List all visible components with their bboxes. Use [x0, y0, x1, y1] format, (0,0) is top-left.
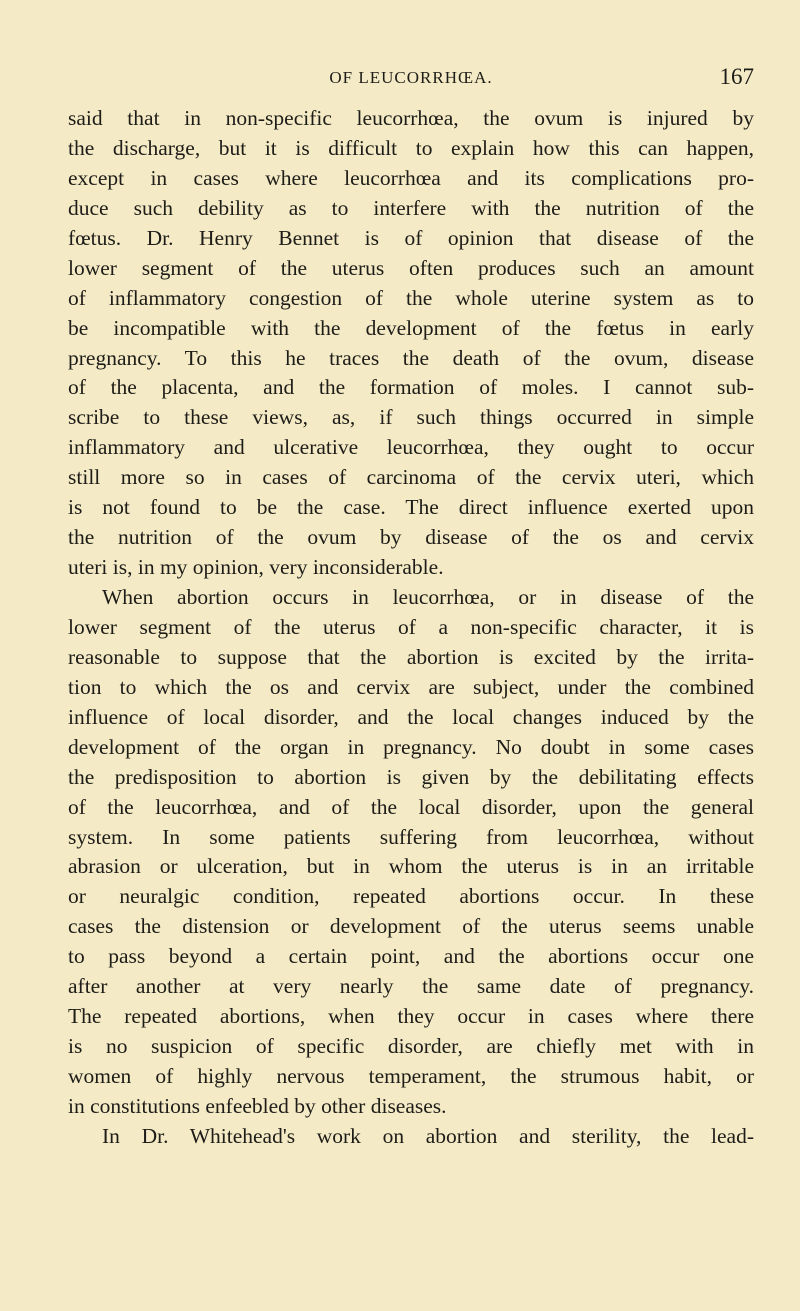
text-line: The repeated abortions, when they occur in cases where there [68, 1004, 754, 1029]
text-line: or neuralgic condition, repeated abortions occur. In these [68, 884, 754, 909]
text-line: is no suspicion of specific disorder, are chiefly met with in [68, 1034, 754, 1059]
text-line: cases the distension or development of the uterus seems unable [68, 914, 754, 939]
text-line: be incompatible with the development of the fœtus in early [68, 315, 754, 340]
body-text [68, 104, 754, 1152]
text-line: pregnancy. To this he traces the death of the ovum, disease [68, 345, 754, 370]
text-line: the predisposition to abortion is given by the debilitating effects [68, 764, 754, 789]
text-line: influence of local disorder, and the local changes induced by the [68, 704, 754, 729]
text-line: duce such debility as to interfere with the nutrition of the [68, 195, 754, 220]
text-line: is not found to be the case. The direct influence exerted upon [68, 495, 754, 520]
text-line: lower segment of the uterus of a non-specific character, it is [68, 614, 754, 639]
text-line: the nutrition of the ovum by disease of the os and cervix [68, 525, 754, 550]
text-line: to pass beyond a certain point, and the abortions occur one [68, 944, 754, 969]
running-head: OF LEUCORRHŒA. [329, 68, 493, 87]
text-line: scribe to these views, as, if such things occurred in simple [68, 405, 754, 430]
text-line: system. In some patients suffering from leucorrhœa, without [68, 824, 754, 849]
text-line: still more so in cases of carcinoma of the cervix uteri, which [68, 465, 754, 490]
text-line: after another at very nearly the same date of pregnancy. [68, 974, 754, 999]
text-line: of the placenta, and the formation of moles. I cannot sub- [68, 375, 754, 400]
text-line: tion to which the os and cervix are subject, under the combined [68, 674, 754, 699]
text-line: When abortion occurs in leucorrhœa, or in disease of the [102, 585, 754, 609]
text-line: of the leucorrhœa, and of the local disorder, upon the general [68, 794, 754, 819]
text-line: lower segment of the uterus often produces such an amount [68, 255, 754, 280]
text-line: of inflammatory congestion of the whole uterine system as to [68, 285, 754, 310]
text-line: fœtus. Dr. Henry Bennet is of opinion that disease of the [68, 225, 754, 250]
text-line: development of the organ in pregnancy. No doubt in some cases [68, 734, 754, 759]
text-line: uteri is, in my opinion, very inconsiderable. [68, 555, 444, 580]
text-line: except in cases where leucorrhœa and its complications pro- [68, 165, 754, 190]
text-line: women of highly nervous temperament, the strumous habit, or [68, 1064, 754, 1088]
text-line: in constitutions enfeebled by other diseases. [68, 1093, 447, 1118]
text-line: the discharge, but it is difficult to explain how this can happen, [68, 135, 754, 160]
text-line: said that in non-specific leucorrhœa, the ovum is injured by [68, 106, 754, 130]
text-line: In Dr. Whitehead's work on abortion and sterility, the lead- [102, 1123, 754, 1148]
text-line: abrasion or ulceration, but in whom the uterus is in an irritable [68, 854, 754, 879]
text-line: inflammatory and ulcerative leucorrhœa, they ought to occur [68, 435, 754, 460]
page-header [68, 66, 754, 94]
page-number: 167 [719, 64, 754, 89]
text-line: reasonable to suppose that the abortion is excited by the irrita- [68, 644, 754, 669]
